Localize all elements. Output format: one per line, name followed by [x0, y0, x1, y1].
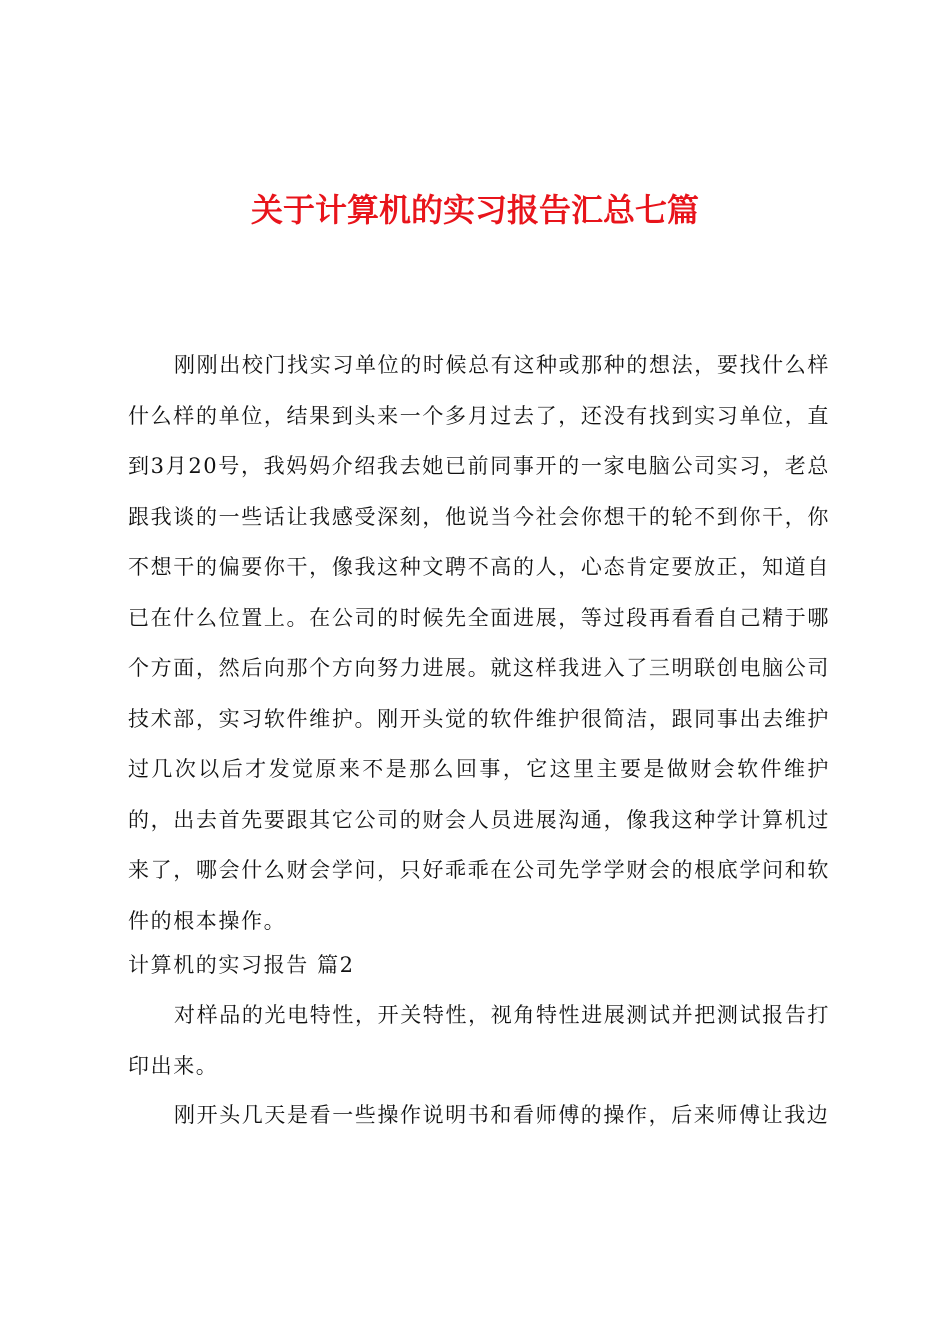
section-heading: 计算机的实习报告 篇2: [128, 953, 355, 977]
document-title: 关于计算机的实习报告汇总七篇: [250, 191, 699, 229]
paragraph-2: 对样品的光电特性，开关特性，视角特性进展测试并把测试报告打印出来。: [128, 1003, 830, 1078]
paragraph-3: 刚开头几天是看一些操作说明书和看师傅的操作，后来师傅让我边: [174, 1103, 830, 1127]
paragraph-1: 刚刚出校门找实习单位的时候总有这种或那种的想法，要找什么样什么样的单位，结果到头来一个多月过去了，还没有找到实习单位，直到3月20号，我妈妈介绍我去她已前同事开的一家电脑公司实习，老总跟我谈的一些话让我感受深刻，他说当今社会你想干的轮不到你干，你不想干的偏要你干，像我这种文聘不高的人，心态肯定要放正，知道自已在什么位置上。在公司的时候先全面进展，等过段再看看自己精于哪个方面，然后向那个方向努力进展。就这样我进入了三明联创电脑公司技术部，实习软件维护。刚开头觉的软件维护很简洁，跟同事出去维护过几次以后才发觉原来不是那么回事，它这里主要是做财会软件维护的，出去首先要跟其它公司的财会人员进展沟通，像我这种学计算机过来了，哪会什么财会学问，只好乖乖在公司先学学财会的根底学问和软件的根本操作。: [128, 353, 830, 933]
